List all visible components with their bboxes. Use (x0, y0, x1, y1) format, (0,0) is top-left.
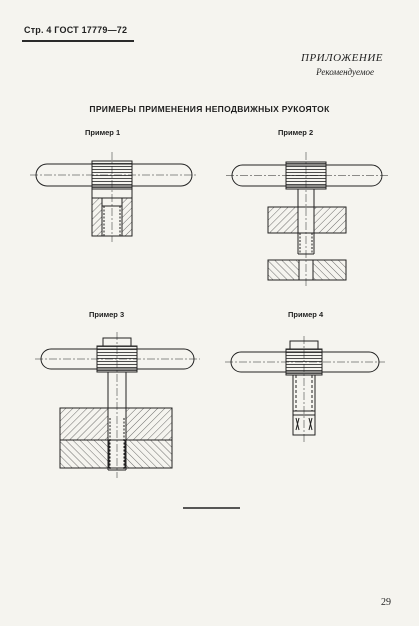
appendix-title: ПРИЛОЖЕНИЕ (301, 52, 383, 64)
appendix-subtitle: Рекомендуемое (316, 67, 374, 77)
page-header: Стр. 4 ГОСТ 17779—72 (24, 25, 128, 35)
example-2-label: Пример 2 (278, 128, 314, 137)
example-3-drawing (35, 332, 200, 478)
example-3-label: Пример 3 (89, 310, 125, 319)
example-4-label: Пример 4 (288, 310, 324, 319)
page-number: 29 (381, 597, 391, 608)
example-4-drawing (225, 336, 385, 442)
example-2-drawing (226, 152, 388, 288)
section-title: ПРИМЕРЫ ПРИМЕНЕНИЯ НЕПОДВИЖНЫХ РУКОЯТОК (89, 104, 330, 114)
example-1-drawing (30, 152, 198, 242)
example-1-label: Пример 1 (85, 128, 121, 137)
